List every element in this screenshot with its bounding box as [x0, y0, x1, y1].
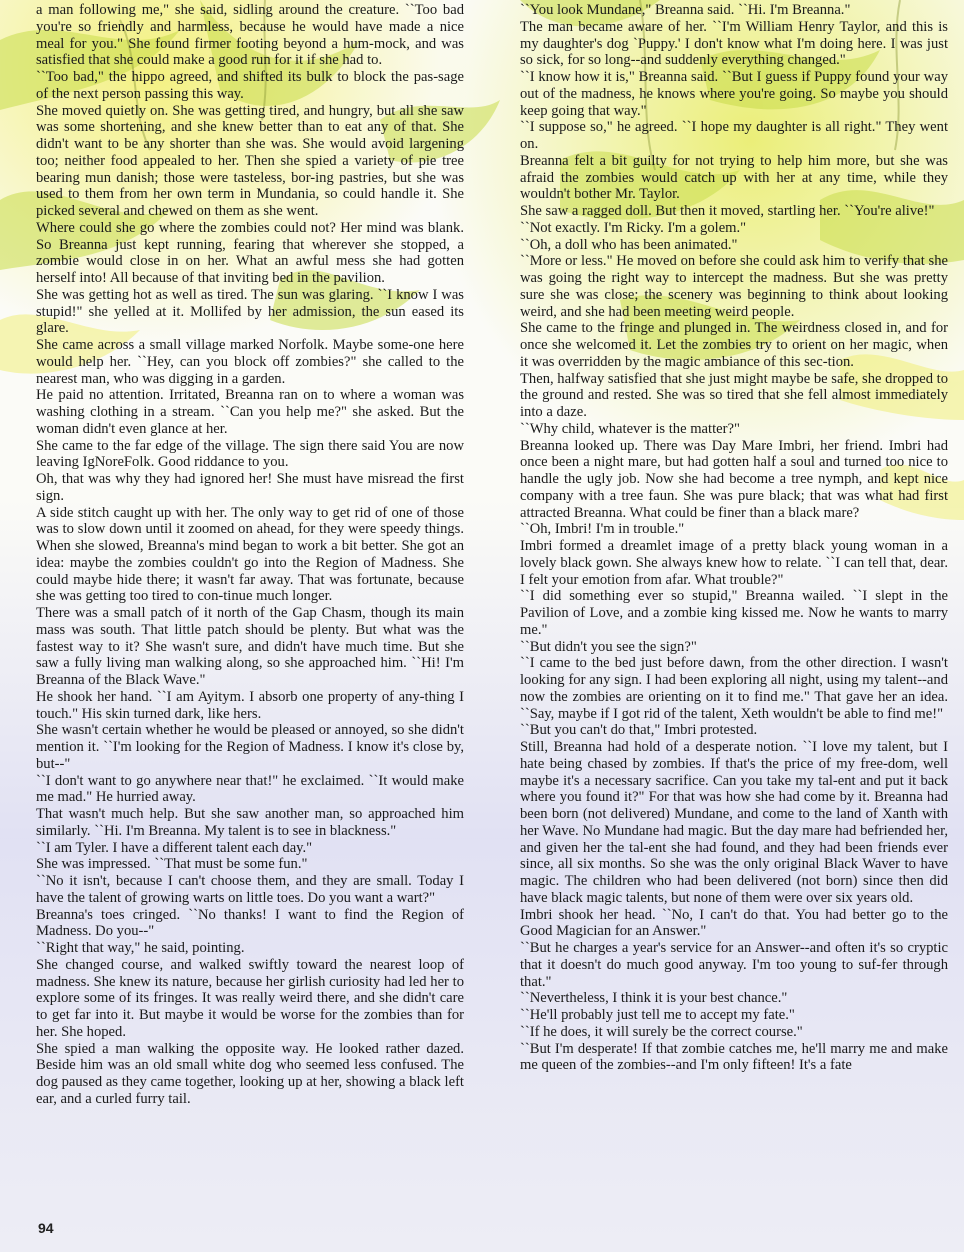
paragraph: ``I am Tyler. I have a different talent each day.": [36, 839, 313, 856]
paragraph: Imbri shook her head. ``No, I can't do that. You had better go to the Good Magician for an Answer.": [520, 906, 948, 940]
paragraph: She was impressed. ``That must be some fun.": [36, 856, 308, 873]
paragraph: That wasn't much help. But she saw another man, so approached him similarly. ``Hi. I'm Breanna. My talent is to see in blackness.": [36, 806, 464, 839]
paragraph: She came to the far edge of the village. The sign there said You are now leaving IgNoreFolk. Good riddance to you.: [36, 437, 464, 471]
paragraph: ``Why child, whatever is the matter?": [520, 420, 740, 437]
paragraph: ``I did something ever so stupid," Breanna wailed. ``I slept in the Pavilion of Love, and a zombie king kissed me. Now he wants to marry me.": [520, 588, 948, 638]
paragraph: ``I suppose so," he agreed. ``I hope my daughter is all right." They went on.: [520, 119, 948, 152]
paragraph: Oh, that was why they had ignored her! She must have misread the first sign.: [36, 471, 464, 504]
paragraph: ``But didn't you see the sign?": [520, 638, 697, 655]
paragraph: She saw a ragged doll. But then it moved, startling her. ``You're alive!": [520, 203, 935, 219]
paragraph: She wasn't certain whether he would be pleased or annoyed, so she didn't mention it. ``I'm looking for the Region of Madness. I know it's close by, but--": [36, 722, 464, 772]
paragraph: Imbri formed a dreamlet image of a pretty black young woman in a lovely black gown. She always knew how to relate. ``I can tell that, dear. I felt your emotion from afar. What trouble?": [520, 538, 948, 588]
paragraph: Where could she go where the zombies could not? Her mind was blank. So Breanna just kept running, fearing that wherever she stopped, a zombie would close in on her. What an awful mess she had gotten herself into! All because of that inviting bed in the pavilion.: [36, 219, 464, 286]
paragraph: ``Right that way," he said, pointing.: [36, 940, 245, 956]
paragraph: She was getting hot as well as tired. The sun was glaring. ``I know I was stupid!" she yelled at it. Mollifed by her admission, the sun eased its glare.: [36, 286, 464, 337]
paragraph: ``Nevertheless, I think it is your best chance.": [520, 990, 788, 1007]
paragraph: a man following me," she said, sidling around the creature. ``Too bad you're so friendly and harmless, because he would have made a nice meal for you." She found firmer footing beyond a hum-mock, and was satisfied that she could make a good run for it if she had to.: [36, 2, 464, 69]
paragraph: Then, halfway satisfied that she just might maybe be safe, she dropped to the ground and rested. She was so tired that she fell almost immediately into a daze.: [520, 370, 948, 420]
paragraph: He shook her hand. ``I am Ayitym. I absorb one property of any-thing I touch." His skin turned dark, like hers.: [36, 688, 464, 722]
paragraph: She spied a man walking the opposite way. He looked rather dazed. Beside him was an old small white dog who seemed less confused. The dog paused as they came together, looking up at her, showing a black left ear, and a curled furry tail.: [36, 1040, 464, 1107]
paragraph: ``I came to the bed just before dawn, from the other direction. I wasn't looking for any sign. I had been exploring all night, using my talent--and now the zombies are orienting on it to find me." That gave her an idea. ``Say, maybe if I got rid of the talent, Xeth wouldn't be able to find me!": [520, 655, 948, 722]
paragraph: ``Oh, Imbri! I'm in trouble.": [520, 521, 685, 538]
paragraph: ``You look Mundane," Breanna said. ``Hi. I'm Breanna.": [520, 2, 851, 18]
paragraph: ``Too bad," the hippo agreed, and shifted its bulk to block the pas-sage of the next person passing this way.: [36, 69, 464, 102]
paragraph: ``I don't want to go anywhere near that!" he exclaimed. ``It would make me mad." He hurried away.: [36, 772, 464, 806]
paragraph: Breanna felt a bit guilty for not trying to help him more, but she was afraid the zombies would catch up with her at any time, while they wouldn't bother Mr. Taylor.: [520, 152, 948, 203]
paragraph: ``But he charges a year's service for an Answer--and often it's so cryptic that it doesn't do much good anyway. I'm too young to suf-fer through that.": [520, 940, 948, 990]
paragraph: Still, Breanna had hold of a desperate notion. ``I love my talent, but I hate being chased by zombies. If that's the price of my free-dom, well maybe it's a necessary sacrifice. Can you take my tal-ent and put it back where you found it?" For that was how she had come by it. Breanna had been born (not delivered) Mundane, and come to the land of Xanth with her Wave. No Mundane had magic. But the day mare had befriended her, and given her the tal-ent she had found, and they had been friends ever since, all six months. So she was the only original Black Waver to have magic. The children who had been delivered (not born) since then did have black magic talents, but none of them were over six years old.: [520, 739, 948, 906]
paragraph: He paid no attention. Irritated, Breanna ran on to where a woman was washing clothing in a stream. ``Can you help me?" she asked. But the woman didn't even glance at her.: [36, 387, 464, 437]
paragraph: She moved quietly on. She was getting tired, and hungry, but all she saw was some shortening, and she knew better than to eat any of that. She didn't want to be any shorter than she was. She would avoid largening too; neither food appealed to her. Then she spied a variety of pie tree bearing mun danish; those were tasteless, bor-ing pastries, but she was used to them from her own term in Mundania, so could handle it. She picked several and chewed on them as she went.: [36, 102, 464, 219]
paragraph: Breanna's toes cringed. ``No thanks! I want to find the Region of Madness. Do you--": [36, 906, 464, 940]
paragraph: ``More or less." He moved on before she could ask him to verify that she was going the right way to intercept the madness. But she was pretty sure she was close; the scenery was beginning to think about looking weird, and she had been meeting weird people.: [520, 253, 948, 320]
paragraph: She came across a small village marked Norfolk. Maybe some-one here would help her. ``Hey, can you block off zombies?" she called to the nearest man, who was digging in a garden.: [36, 337, 464, 387]
paragraph: ``I know how it is," Breanna said. ``But I guess if Puppy found your way out of the madness, he knows where you're going. So maybe you should keep going that way.": [520, 69, 948, 119]
paragraph: ``If he does, it will surely be the correct course.": [520, 1023, 803, 1040]
paragraph: ``Not exactly. I'm Ricky. I'm a golem.": [520, 219, 747, 236]
paragraph: ``No it isn't, because I can't choose them, and they are small. Today I have the talent of growing warts on little toes. Do you want a wart?": [36, 873, 464, 906]
paragraph: ``He'll probably just tell me to accept my fate.": [520, 1007, 795, 1023]
paragraph: A side stitch caught up with her. The only way to get rid of one of those was to slow down until it zoomed on ahead, for they were speedy things. When she slowed, Breanna's mind began to work a bit better. She got an idea: maybe the zombies couldn't go into the Region of Madness. She could maybe hide there; it wasn't far away. That was fortunate, because she was getting too tired to con-tinue much longer.: [36, 504, 464, 605]
paragraph: Breanna looked up. There was Day Mare Imbri, her friend. Imbri had once been a night mare, but had gotten half a soul and turned too nice to handle the ugly job. Now she had become a tree nymph, and kept nice company with a tree faun. She was pure black; that was what had first attracted Breanna. What could be finer than a black mare?: [520, 437, 948, 521]
paragraph: There was a small patch of it north of the Gap Chasm, though its main mass was south. That little patch should be plenty. But what was the fastest way to it? She wasn't sure, and didn't have much time. But she saw a fully living man walking along, so she approached him. ``Hi! I'm Breanna of the Black Wave.": [36, 605, 464, 688]
paragraph: ``But I'm desperate! If that zombie catches me, he'll marry me and make me queen of the zombies--and I'm only fifteen! It's a fate: [520, 1040, 948, 1074]
paragraph: ``But you can't do that," Imbri protested.: [520, 722, 758, 739]
paragraph: ``Oh, a doll who has been animated.": [520, 236, 738, 253]
left-column: [36, 2, 464, 1108]
paragraph: She changed course, and walked swiftly toward the nearest loop of madness. She knew its nature, because her girlish curiosity had led her to explore some of its fringes. It was really weird there, and she didn't care to get far into it. But maybe it would be worse for the zombies than for her. She hoped.: [36, 956, 464, 1040]
paragraph: The man became aware of her. ``I'm William Henry Taylor, and this is my daughter's dog `Puppy.' I don't know what I'm doing here. I was just so sick, for so long--and suddenly everything changed.": [520, 18, 948, 69]
paragraph: She came to the fringe and plunged in. The weirdness closed in, and for once she welcomed it. Let the zombies try to orient on her magic, when it was overridden by the magic ambiance of this sec-tion.: [520, 320, 948, 370]
right-column: [520, 2, 948, 1074]
page-number: 94: [38, 1220, 54, 1236]
